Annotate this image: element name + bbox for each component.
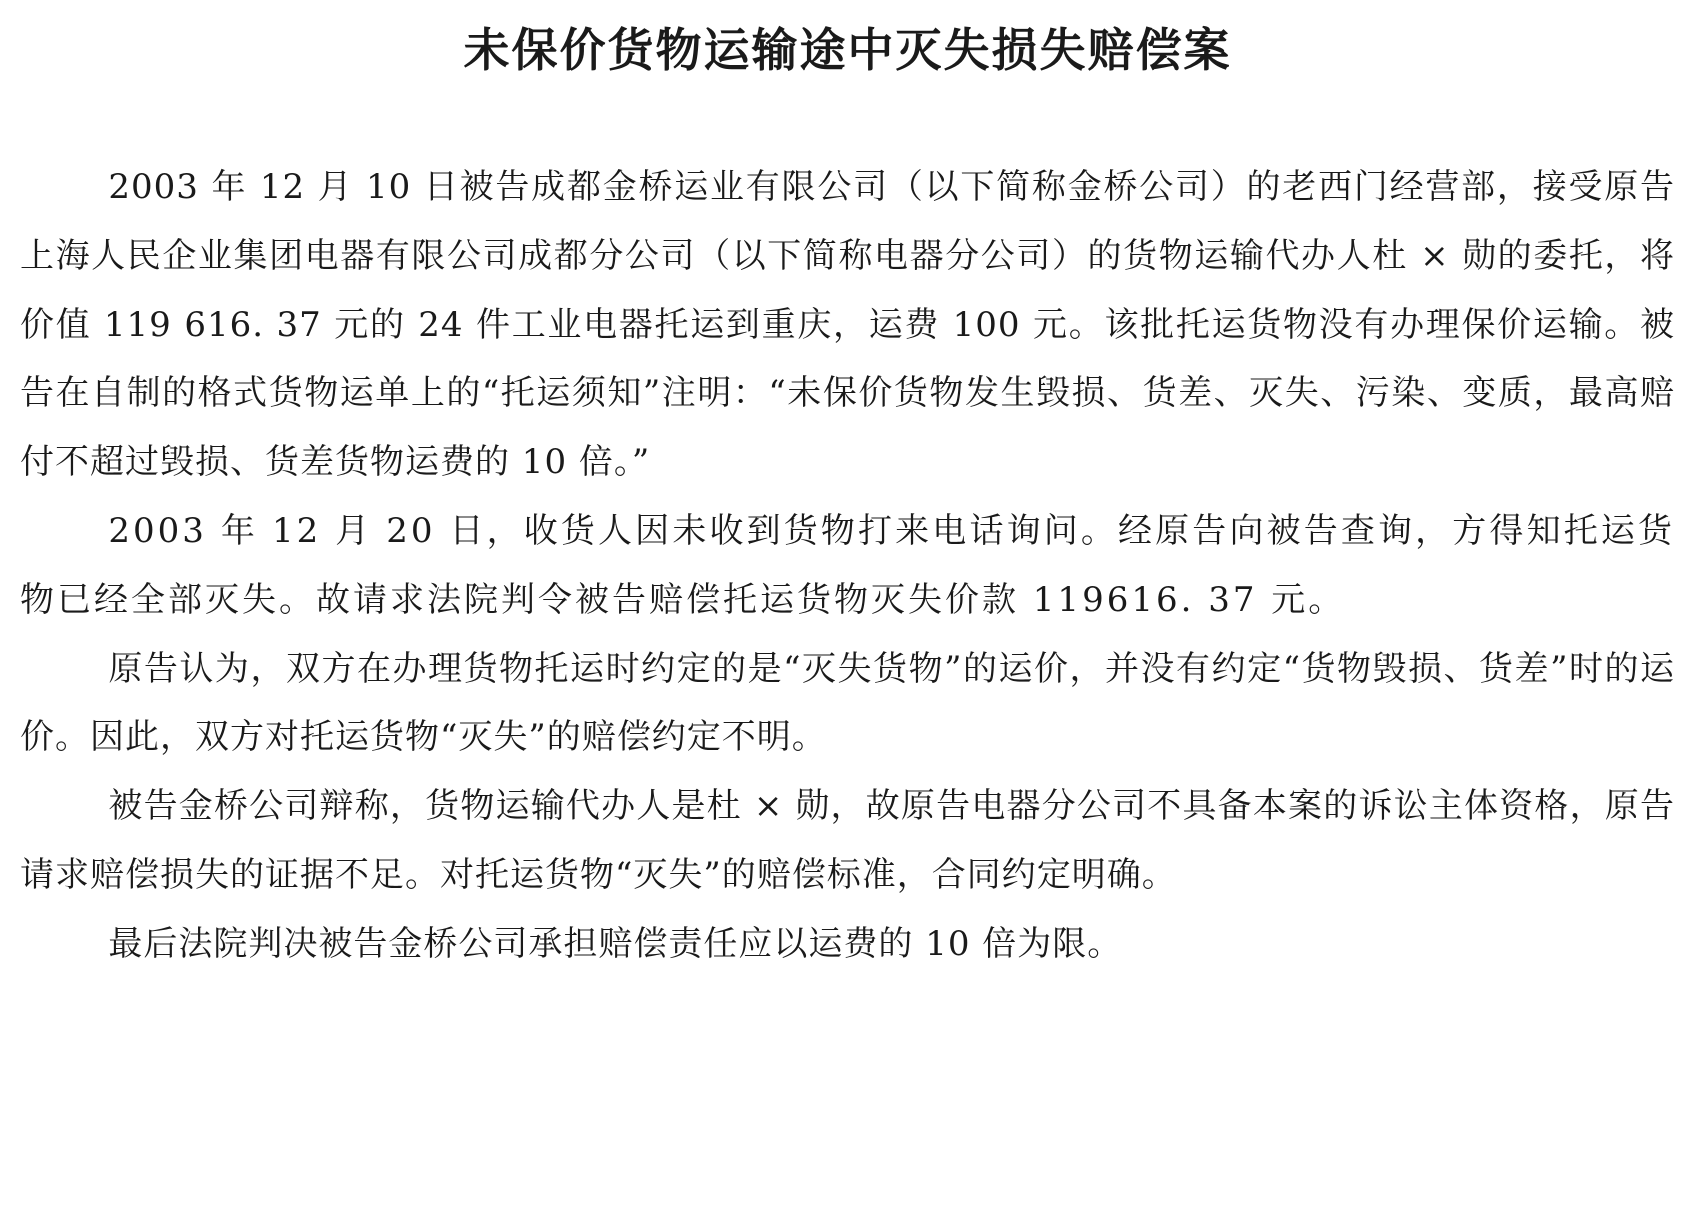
paragraph-case-facts: 2003 年 12 月 10 日被告成都金桥运业有限公司（以下简称金桥公司）的老西门经营部，接受原告上海人民企业集团电器有限公司成都分公司（以下简称电器分公司）的货物运输代办人杜 × 勋的委托，将价值 119 616. 37 元的 24 件工业电器托运到重庆，运费 100 元。该批托运货物没有办理保价运输。被告在自制的格式货物运单上的“托运须知”注明：“未保价货物发生毁损、货差、灭失、污染、变质，最高赔付不超过毁损、货差货物运费的 10 倍。” bbox=[20, 167, 1675, 483]
paragraph-court-ruling: 最后法院判决被告金桥公司承担赔偿责任应以运费的 10 倍为限。 bbox=[108, 923, 1123, 964]
document-page bbox=[20, 0, 1675, 979]
document-body bbox=[20, 153, 1675, 979]
paragraph-loss-discovery: 2003 年 12 月 20 日，收货人因未收到货物打来电话询问。经原告向被告查询，方得知托运货物已经全部灭失。故请求法院判令被告赔偿托运货物灭失价款 119616. 37 元。 bbox=[20, 510, 1675, 620]
paragraph-plaintiff-argument: 原告认为，双方在办理货物托运时约定的是“灭失货物”的运价，并没有约定“货物毁损、货差”时的运价。因此，双方对托运货物“灭失”的赔偿约定不明。 bbox=[20, 648, 1675, 758]
document-title: 未保价货物运输途中灭失损失赔偿案 bbox=[463, 23, 1232, 77]
paragraph-defendant-argument: 被告金桥公司辩称，货物运输代办人是杜 × 勋，故原告电器分公司不具备本案的诉讼主体资格，原告请求赔偿损失的证据不足。对托运货物“灭失”的赔偿标准，合同约定明确。 bbox=[20, 786, 1675, 895]
